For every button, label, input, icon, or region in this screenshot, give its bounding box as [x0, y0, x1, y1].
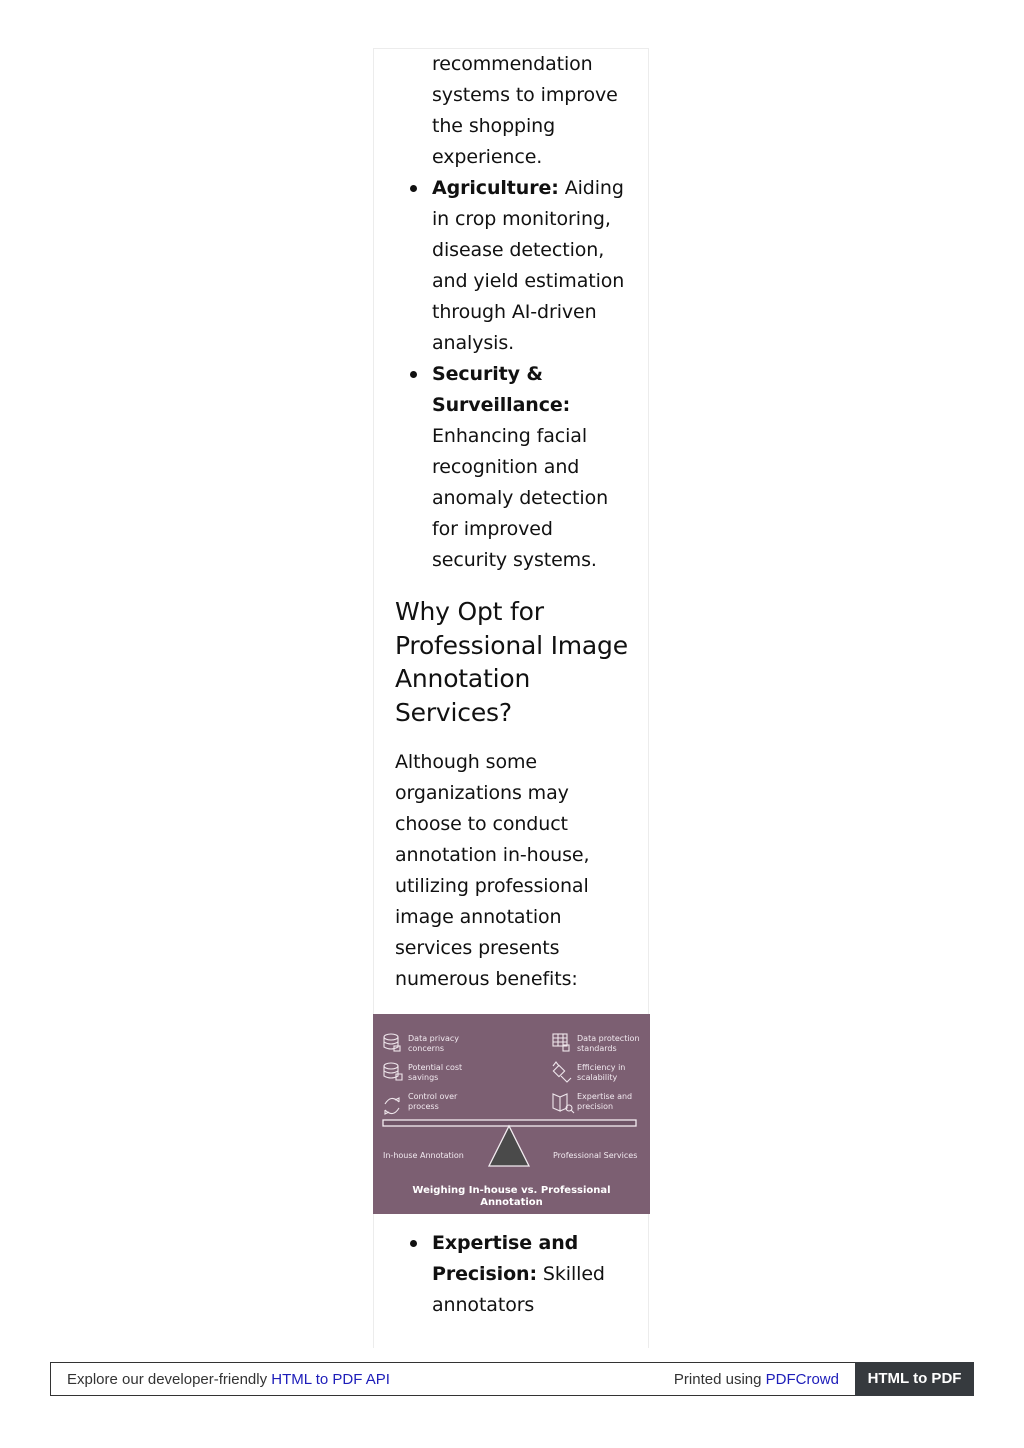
list-item-text: Skilled annotators	[432, 1263, 605, 1316]
infographic-left-item: Data privacy concerns	[408, 1034, 460, 1053]
footer-explore-text: Explore our developer-friendly	[67, 1371, 268, 1388]
bullet-icon	[410, 371, 417, 378]
professional-label: Professional Services	[553, 1151, 638, 1160]
continued-item-text: recommendation systems to improve the shopping experience.	[432, 53, 618, 168]
infographic-left-item: Control over process	[408, 1092, 458, 1111]
bullet-icon	[410, 1240, 417, 1247]
footer-explore	[67, 1371, 390, 1388]
infographic-title: Weighing In-house vs. Professional Annotation	[412, 1185, 611, 1208]
footer-printed	[674, 1371, 839, 1388]
infographic-right-item: Efficiency in scalability	[577, 1063, 626, 1082]
html-to-pdf-api-link[interactable]: HTML to PDF API	[271, 1371, 390, 1388]
scale-beam	[383, 1120, 636, 1126]
continued-list-text	[432, 49, 632, 173]
list-item-label: Expertise and Precision:	[432, 1232, 579, 1285]
book-search-icon	[553, 1094, 574, 1113]
bullet-list-top	[432, 173, 632, 576]
section-intro: Although some organizations may choose to conduct annotation in-house, utilizing professional image annotation services presents numerous benefits:	[395, 751, 590, 990]
list-item-label: Security & Surveillance:	[432, 363, 571, 416]
pdfcrowd-link[interactable]: PDFCrowd	[765, 1371, 839, 1388]
infographic-right-item: Expertise and precision	[577, 1092, 633, 1111]
list-item	[432, 359, 632, 576]
html-to-pdf-button[interactable]: HTML to PDF	[855, 1362, 974, 1396]
list-item-label: Agriculture:	[432, 177, 559, 199]
in-house-label: In-house Annotation	[383, 1151, 464, 1160]
coins-icon	[384, 1063, 402, 1080]
infographic-left-item: Potential cost savings	[408, 1063, 463, 1082]
list-item	[432, 1228, 632, 1321]
infographic-right-item: Data protection standards	[577, 1034, 640, 1053]
footer-printed-text: Printed using	[673, 1371, 762, 1388]
infographic-image	[373, 1014, 650, 1214]
process-cycle-icon	[385, 1098, 399, 1114]
bullet-list-bottom	[432, 1228, 632, 1321]
list-item-text: Enhancing facial recognition and anomaly detection for improved security systems.	[432, 425, 609, 571]
list-item	[432, 173, 632, 359]
bullet-icon	[410, 185, 417, 192]
scale-up-icon	[553, 1062, 571, 1082]
pdfcrowd-footer	[50, 1362, 974, 1396]
database-lock-icon	[384, 1034, 400, 1051]
list-item-text: Aiding in crop monitoring, disease detection, and yield estimation through AI-driven analysis.	[432, 177, 625, 354]
scale-fulcrum	[489, 1126, 529, 1166]
shield-table-icon	[553, 1034, 569, 1051]
section-heading: Why Opt for Professional Image Annotation Services?	[395, 597, 628, 727]
